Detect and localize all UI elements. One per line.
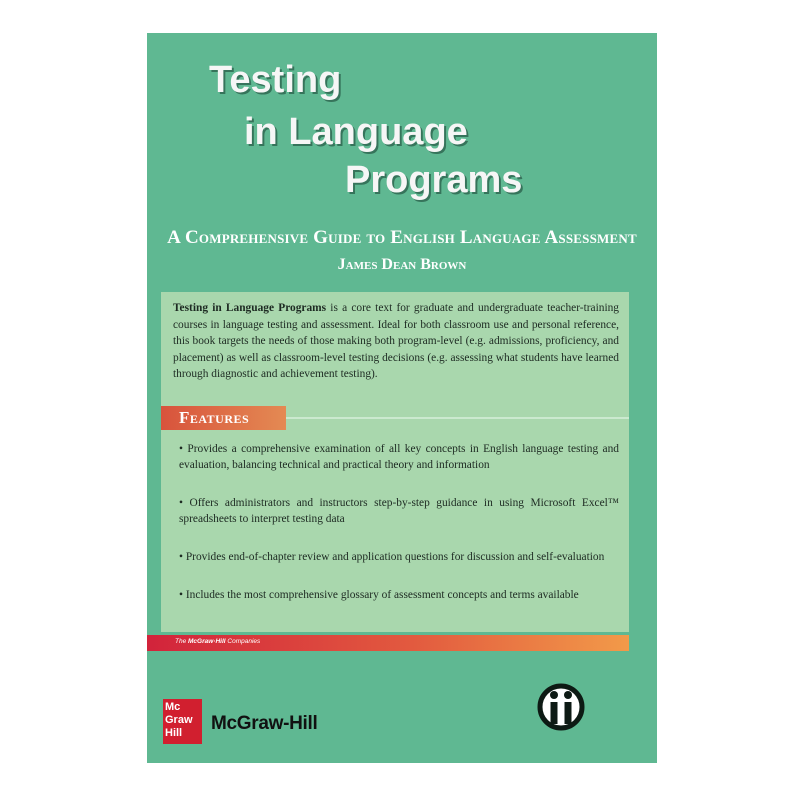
features-divider [286,417,629,419]
feature-item: • Provides end-of-chapter review and application questions for discussion and self-evaluation [179,551,605,563]
book-back-cover [147,33,657,763]
title-line-3: Programs [345,159,523,201]
description-panel [161,292,629,632]
circular-i-logo-icon [535,681,587,736]
logo-line-3: Hill [165,727,183,739]
feature-item: • Offers administrators and instructors step-by-step guidance in using Microsoft Excel™ spreadsheets to interpret testing data [179,497,619,525]
logo-line-1: Mc [165,701,181,713]
feature-item: • Includes the most comprehensive glossary of assessment concepts and terms available [179,589,579,601]
companies-brand: McGraw·Hill [188,638,226,645]
book-author: James Dean Brown [337,256,467,273]
features-heading: Features [179,408,250,427]
publisher-name: McGraw-Hill [211,713,318,734]
companies-suffix: Companies [225,638,261,645]
description-text: is a core text for graduate and undergraduate teacher-training courses in language testing and assessment. Ideal for both classroom use and personal reference, this book targets the needs of those making both program-level (e.g. admissions, proficiency, and placement) as well as classroom-level testing decisions (e.g. assessing what students have learned through diagnostic and achievement testing). [173,302,619,380]
description-bold-title: Testing in Language Programs [173,302,327,314]
title-line-2: in Language [244,111,468,153]
book-subtitle: A Comprehensive Guide to English Language Assessment [167,227,637,248]
features-list [179,441,619,625]
companies-label [175,638,260,645]
publisher-stripe [147,635,629,651]
features-banner [161,406,286,430]
title-line-1: Testing [209,59,342,101]
book-description [173,300,619,383]
feature-item: • Provides a comprehensive examination of all key concepts in English language testing and evaluation, balancing technical and practical theory and information [179,443,619,471]
mcgraw-hill-logo [163,699,202,744]
logo-line-2: Graw [165,714,193,726]
companies-prefix: The [175,638,189,645]
